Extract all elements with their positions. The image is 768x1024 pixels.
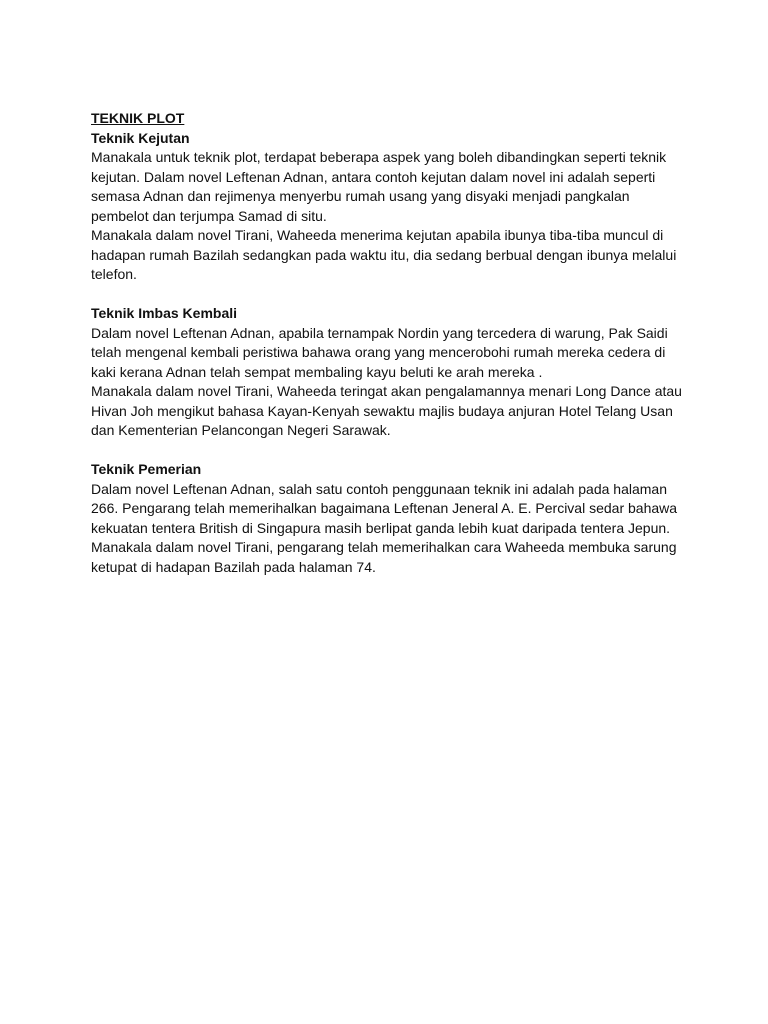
section-spacer [91, 441, 691, 461]
section-paragraph: Manakala dalam novel Tirani, Waheeda teringat akan pengalamannya menari Long Dance atau Hivan Joh mengikut bahasa Kayan-Kenyah sewaktu majlis budaya anjuran Hotel Telang Usan dan Kementerian Pelancongan Negeri Sarawak. [91, 383, 682, 438]
section-paragraph: Dalam novel Leftenan Adnan, salah satu contoh penggunaan teknik ini adalah pada halaman 266. Pengarang telah memerihalkan bagaimana Leftenan Jeneral A. E. Percival sedar bahawa kekuatan tentera British di Singapura masih berlipat ganda lebih kuat daripada tentera Jepun. [91, 480, 678, 536]
section-paragraph: Manakala untuk teknik plot, terdapat beberapa aspek yang boleh dibandingkan seperti teknik kejutan. Dalam novel Leftenan Adnan, antara contoh kejutan dalam novel ini adalah seperti semasa Adnan dan rejimenya menyerbu rumah usang yang disyaki menjadi pangkalan pembelot dan terjumpa Samad di situ. [91, 149, 667, 224]
section-heading: Teknik Kejutan [91, 129, 190, 146]
document-page [91, 109, 691, 577]
section-paragraph: Manakala dalam novel Tirani, pengarang telah memerihalkan cara Waheeda membuka sarung ketupat di hadapan Bazilah pada halaman 74. [91, 539, 677, 575]
section-heading: Teknik Imbas Kembali [91, 305, 238, 321]
section-heading: Teknik Pemerian [91, 461, 202, 477]
section-paragraph: Dalam novel Leftenan Adnan, apabila ternampak Nordin yang tercedera di warung, Pak Saidi telah mengenal kembali peristiwa bahawa orang yang mencerobohi rumah mereka cedera di kaki kerana Adnan telah sempat membaling kayu beluti ke arah mereka . [91, 324, 668, 380]
section-teknik-imbas-kembali [91, 304, 691, 441]
section-spacer [91, 285, 691, 305]
document-title: TEKNIK PLOT [91, 110, 185, 126]
section-teknik-kejutan [91, 129, 691, 285]
section-teknik-pemerian [91, 460, 691, 577]
section-paragraph: Manakala dalam novel Tirani, Waheeda menerima kejutan apabila ibunya tiba-tiba muncul di hadapan rumah Bazilah sedangkan pada waktu itu, dia sedang berbual dengan ibunya melalui telefon. [91, 227, 677, 282]
